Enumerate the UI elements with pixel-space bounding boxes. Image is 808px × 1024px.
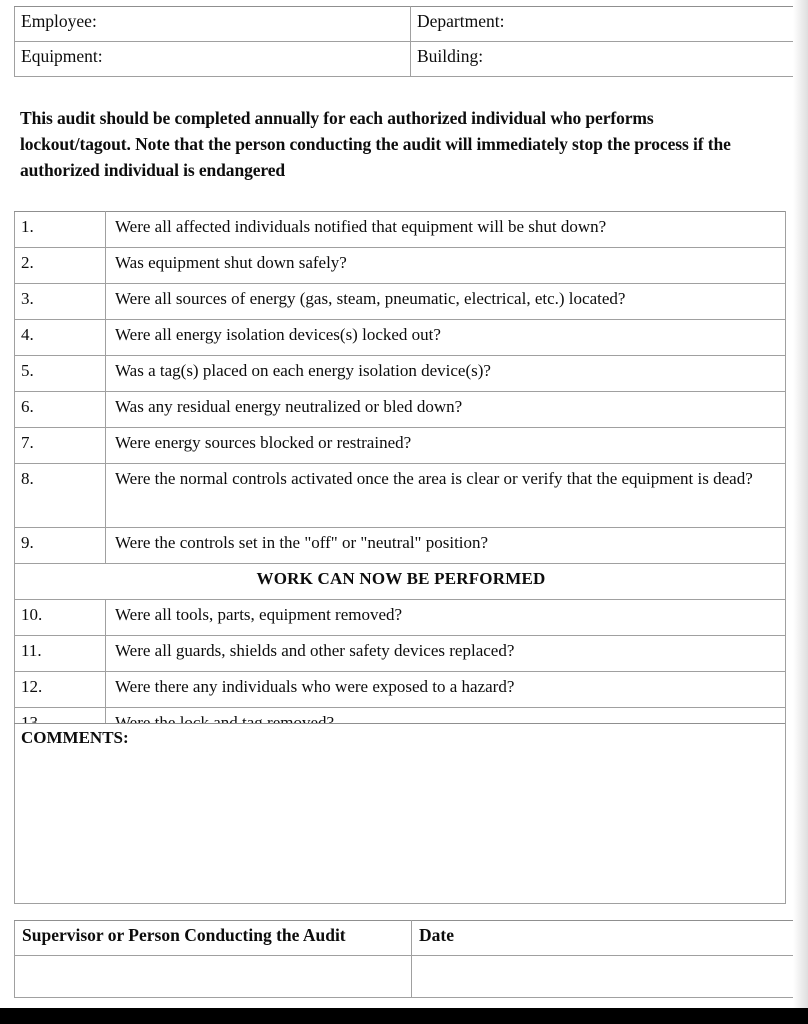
checklist-question-row	[15, 636, 786, 672]
comments-label: COMMENTS:	[21, 728, 129, 747]
comments-body	[15, 724, 786, 904]
checklist-banner-row	[15, 564, 786, 600]
checklist-question-row	[15, 392, 786, 428]
intro-paragraph: This audit should be completed annually for each authorized individual who performs lockout/tagout. Note that the person conducting the audit will immediately stop the process if the authorized individual is endangered	[20, 108, 731, 180]
signature-table	[14, 920, 808, 998]
signature-entry-row	[15, 956, 808, 998]
question-text: Were all sources of energy (gas, steam, pneumatic, electrical, etc.) located?	[106, 284, 786, 320]
scan-bottom-black-bar	[0, 1008, 808, 1024]
question-text: Were all energy isolation devices(s) locked out?	[106, 320, 786, 356]
header-row-equipment	[15, 42, 808, 77]
question-number: 6.	[15, 392, 106, 428]
question-number: 5.	[15, 356, 106, 392]
question-text: Was a tag(s) placed on each energy isolation device(s)?	[106, 356, 786, 392]
question-text: Were there any individuals who were exposed to a hazard?	[106, 672, 786, 708]
question-number: 4.	[15, 320, 106, 356]
comments-row	[15, 724, 786, 904]
checklist-question-row	[15, 320, 786, 356]
question-text: Were energy sources blocked or restrained?	[106, 428, 786, 464]
building-label: Building:	[417, 46, 484, 66]
checklist-banner-text: WORK CAN NOW BE PERFORMED	[15, 564, 786, 600]
question-number: 11.	[15, 636, 106, 672]
checklist-question-row	[15, 528, 786, 564]
signature-name-input[interactable]	[15, 956, 412, 998]
department-field-cell[interactable]	[411, 7, 808, 42]
question-text: Was any residual energy neutralized or bled down?	[106, 392, 786, 428]
signature-date-input[interactable]	[412, 956, 808, 998]
comments-cell[interactable]	[15, 724, 786, 904]
question-text: Were all tools, parts, equipment removed?	[106, 600, 786, 636]
checklist-question-row	[15, 672, 786, 708]
header-info-body	[15, 7, 808, 77]
signature-date-header: Date	[412, 921, 808, 956]
checklist-question-row	[15, 284, 786, 320]
checklist-question-row	[15, 600, 786, 636]
signature-header-row	[15, 921, 808, 956]
equipment-field-cell[interactable]	[15, 42, 411, 77]
scan-right-edge-shading	[793, 0, 808, 1008]
comments-table	[14, 723, 786, 904]
checklist-table	[14, 211, 786, 744]
checklist-question-row	[15, 464, 786, 528]
checklist-question-row	[15, 212, 786, 248]
signature-body	[15, 921, 808, 998]
checklist-question-row	[15, 356, 786, 392]
question-number: 2.	[15, 248, 106, 284]
question-number: 8.	[15, 464, 106, 528]
question-number: 7.	[15, 428, 106, 464]
question-number: 1.	[15, 212, 106, 248]
checklist-body	[15, 212, 786, 744]
header-row-employee	[15, 7, 808, 42]
question-text: Were all affected individuals notified that equipment will be shut down?	[106, 212, 786, 248]
question-text: Were all guards, shields and other safety devices replaced?	[106, 636, 786, 672]
checklist-question-row	[15, 428, 786, 464]
question-number: 10.	[15, 600, 106, 636]
building-field-cell[interactable]	[411, 42, 808, 77]
signature-name-header: Supervisor or Person Conducting the Audit	[15, 921, 412, 956]
question-text: Was equipment shut down safely?	[106, 248, 786, 284]
question-number: 9.	[15, 528, 106, 564]
question-number: 12.	[15, 672, 106, 708]
question-text: Were the normal controls activated once the area is clear or verify that the equipment is dead?	[106, 464, 786, 528]
equipment-label: Equipment:	[21, 46, 103, 66]
employee-label: Employee:	[21, 11, 97, 31]
checklist-question-row	[15, 248, 786, 284]
question-number: 3.	[15, 284, 106, 320]
question-text: Were the controls set in the "off" or "neutral" position?	[106, 528, 786, 564]
header-info-table	[14, 6, 808, 77]
department-label: Department:	[417, 11, 505, 31]
employee-field-cell[interactable]	[15, 7, 411, 42]
